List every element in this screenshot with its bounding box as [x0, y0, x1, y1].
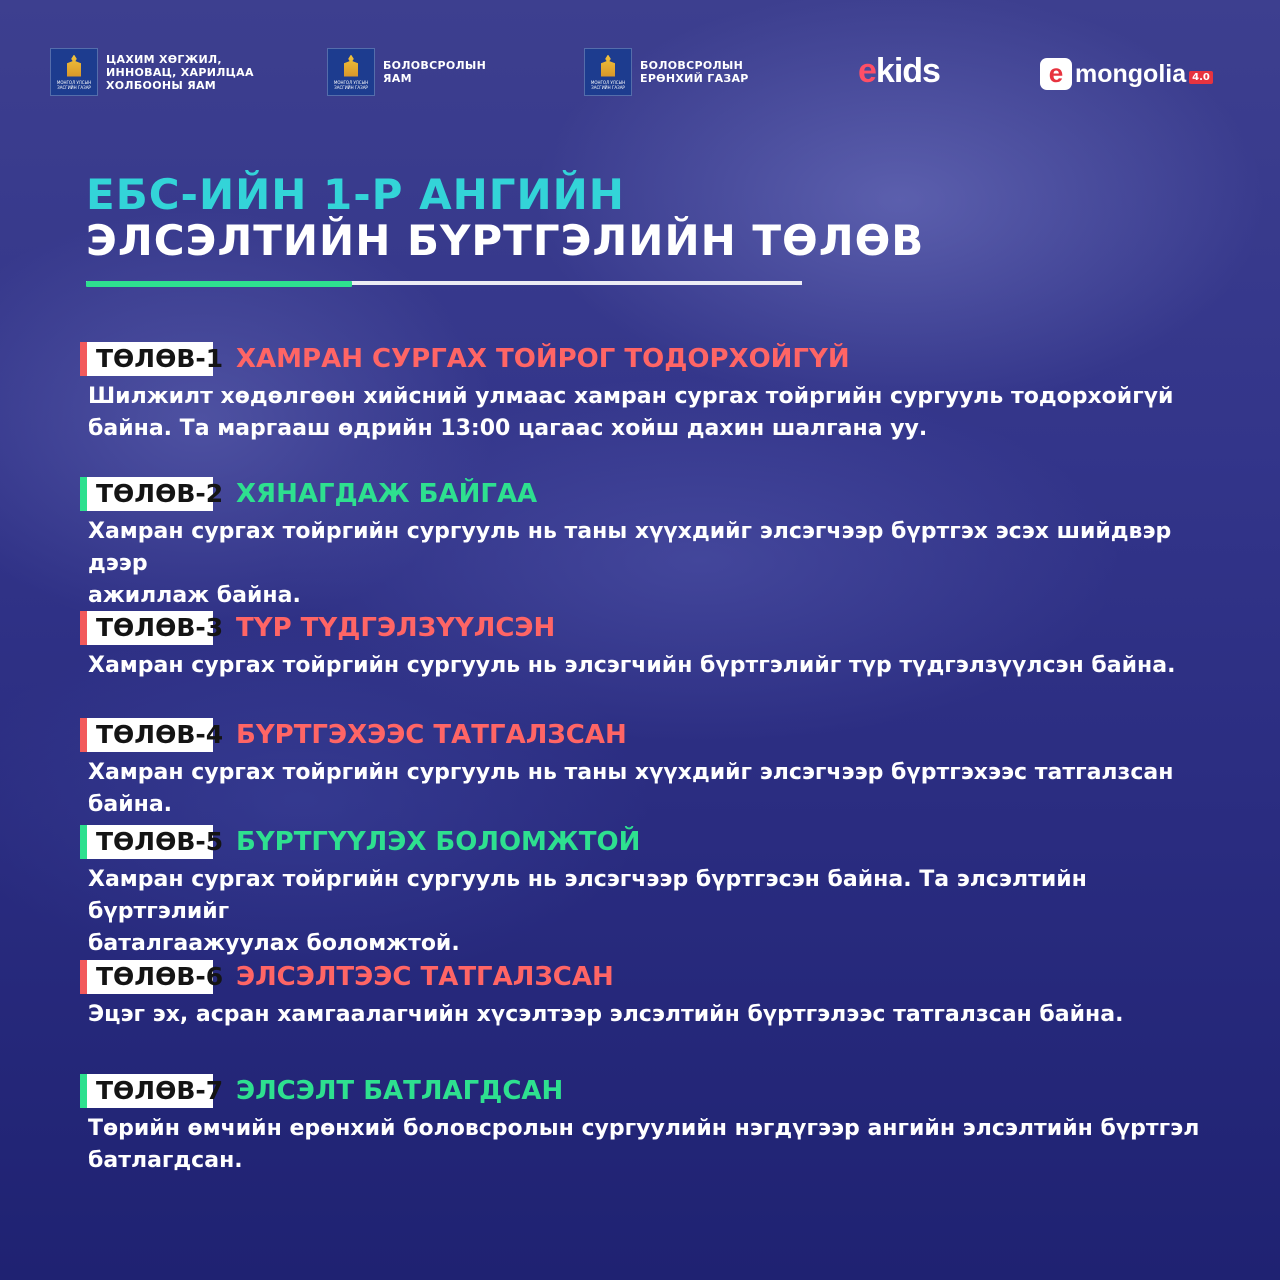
status-badge-label: ТӨЛӨВ-4 [87, 718, 213, 752]
emongolia-logo [1040, 58, 1213, 90]
status-badge [80, 718, 224, 752]
ministry-name [106, 53, 254, 92]
status-name: ХАМРАН СУРГАХ ТОЙРОГ ТОДОРХОЙГҮЙ [236, 344, 850, 374]
government-emblem-icon [584, 48, 632, 96]
status-badge [80, 825, 224, 859]
status-name: БҮРТГЭХЭЭС ТАТГАЛЗСАН [236, 720, 627, 750]
ministry-name-line: БОЛОВСРОЛЫН [383, 59, 487, 72]
government-emblem-icon [327, 48, 375, 96]
status-badge-bar [80, 1074, 87, 1108]
status-description-line: Төрийн өмчийн ерөнхий боловсролын сургуулийн нэгдүгээр ангийн элсэлтийн бүртгэл [88, 1116, 1200, 1141]
status-header [80, 824, 1230, 860]
status-description-line: Хамран сургах тойргийн сургууль нь элсэгчээр бүртгэсэн байна. Та элсэлтийн бүртгэлийг [88, 867, 1087, 924]
status-item-5 [80, 824, 1230, 960]
status-description [88, 381, 1230, 445]
status-description-line: Хамран сургах тойргийн сургууль нь элсэгчийн бүртгэлийг түр түдгэлзүүлсэн байна. [88, 653, 1176, 678]
status-item-7 [80, 1073, 1230, 1177]
status-description-line: Эцэг эх, асран хамгаалагчийн хүсэлтээр элсэлтийн бүртгэлээс татгалзсан байна. [88, 1002, 1124, 1027]
ministry-name-line: ЕРӨНХИЙ ГАЗАР [640, 72, 749, 85]
status-description [88, 999, 1230, 1031]
ministry-name [383, 59, 486, 85]
status-description [88, 864, 1230, 960]
emongolia-version-badge: 4.0 [1189, 71, 1213, 84]
ministry-logo-education [327, 48, 486, 96]
status-badge [80, 960, 224, 994]
status-badge-label: ТӨЛӨВ-2 [87, 477, 213, 511]
status-badge [80, 342, 224, 376]
page-title-line2: ЭЛСЭЛТИЙН БҮРТГЭЛИЙН ТӨЛӨВ [86, 216, 925, 265]
status-description [88, 1113, 1230, 1177]
title-underline-accent [86, 281, 352, 287]
status-description-line: Шилжилт хөдөлгөөн хийсний улмаас хамран сургах тойргийн сургууль тодорхойгүй [88, 384, 1174, 409]
ministry-logo-general-education [584, 48, 749, 96]
ministry-name-line: ХОЛБООНЫ ЯАМ [106, 78, 217, 92]
ministry-name-line: ЯАМ [383, 72, 412, 85]
status-name: ЭЛСЭЛТЭЭС ТАТГАЛЗСАН [236, 962, 614, 992]
soyombo-icon [601, 55, 615, 77]
status-item-4 [80, 717, 1230, 821]
status-header [80, 959, 1230, 995]
status-description-line: баталгаажуулах боломжтой. [88, 931, 460, 956]
page-title-line1: ЕБС-ИЙН 1-Р АНГИЙН [86, 170, 625, 219]
status-badge-label: ТӨЛӨВ-1 [87, 342, 213, 376]
status-badge-bar [80, 477, 87, 511]
status-header [80, 717, 1230, 753]
ekids-logo [858, 52, 940, 91]
status-description-line: Хамран сургах тойргийн сургууль нь таны хүүхдийг элсэгчээр бүртгэхээс татгалзсан байна. [88, 760, 1174, 817]
ministry-logo-digital [50, 48, 254, 96]
status-header [80, 341, 1230, 377]
status-description [88, 516, 1230, 612]
status-description-line: байна. Та маргааш өдрийн 13:00 цагаас хойш дахин шалгана уу. [88, 416, 928, 441]
emblem-caption: МОНГОЛ УЛСЫН ЗАСГИЙН ГАЗАР [333, 79, 369, 90]
status-item-2 [80, 476, 1230, 612]
status-item-3 [80, 610, 1230, 682]
soyombo-icon [67, 55, 81, 77]
status-item-1 [80, 341, 1230, 445]
status-badge [80, 477, 224, 511]
status-badge-bar [80, 825, 87, 859]
status-badge [80, 611, 224, 645]
ministry-name-line: ИННОВАЦ, ХАРИЛЦАА [106, 65, 254, 79]
status-description-line: Хамран сургах тойргийн сургууль нь таны хүүхдийг элсэгчээр бүртгэх эсэх шийдвэр дээр [88, 519, 1172, 576]
status-item-6 [80, 959, 1230, 1031]
status-badge-bar [80, 611, 87, 645]
status-badge-label: ТӨЛӨВ-6 [87, 960, 213, 994]
header-logos [0, 44, 1280, 104]
status-badge-bar [80, 960, 87, 994]
status-badge-label: ТӨЛӨВ-3 [87, 611, 213, 645]
status-name: БҮРТГҮҮЛЭХ БОЛОМЖТОЙ [236, 827, 641, 857]
status-badge-label: ТӨЛӨВ-7 [87, 1074, 213, 1108]
emblem-caption: МОНГОЛ УЛСЫН ЗАСГИЙН ГАЗАР [56, 79, 92, 90]
emongolia-logo-e: e [1040, 58, 1072, 90]
status-name: ТҮР ТҮДГЭЛЗҮҮЛСЭН [236, 613, 556, 643]
ekids-logo-e: e [858, 52, 876, 90]
emblem-caption: МОНГОЛ УЛСЫН ЗАСГИЙН ГАЗАР [590, 79, 626, 90]
status-header [80, 610, 1230, 646]
ministry-name [640, 59, 749, 85]
ekids-logo-word: kids [875, 52, 940, 90]
government-emblem-icon [50, 48, 98, 96]
status-badge-label: ТӨЛӨВ-5 [87, 825, 213, 859]
status-name: ХЯНАГДАЖ БАЙГАА [236, 479, 538, 509]
status-description [88, 757, 1230, 821]
status-name: ЭЛСЭЛТ БАТЛАГДСАН [236, 1076, 564, 1106]
status-description-line: ажиллаж байна. [88, 583, 301, 608]
status-badge-bar [80, 342, 87, 376]
soyombo-icon [344, 55, 358, 77]
emongolia-logo-word: mongolia [1075, 59, 1187, 88]
status-description-line: батлагдсан. [88, 1148, 243, 1173]
status-badge-bar [80, 718, 87, 752]
status-description [88, 650, 1230, 682]
status-header [80, 1073, 1230, 1109]
status-badge [80, 1074, 224, 1108]
ministry-name-line: ЦАХИМ ХӨГЖИЛ, [106, 52, 222, 66]
status-header [80, 476, 1230, 512]
ministry-name-line: БОЛОВСРОЛЫН [640, 59, 744, 72]
